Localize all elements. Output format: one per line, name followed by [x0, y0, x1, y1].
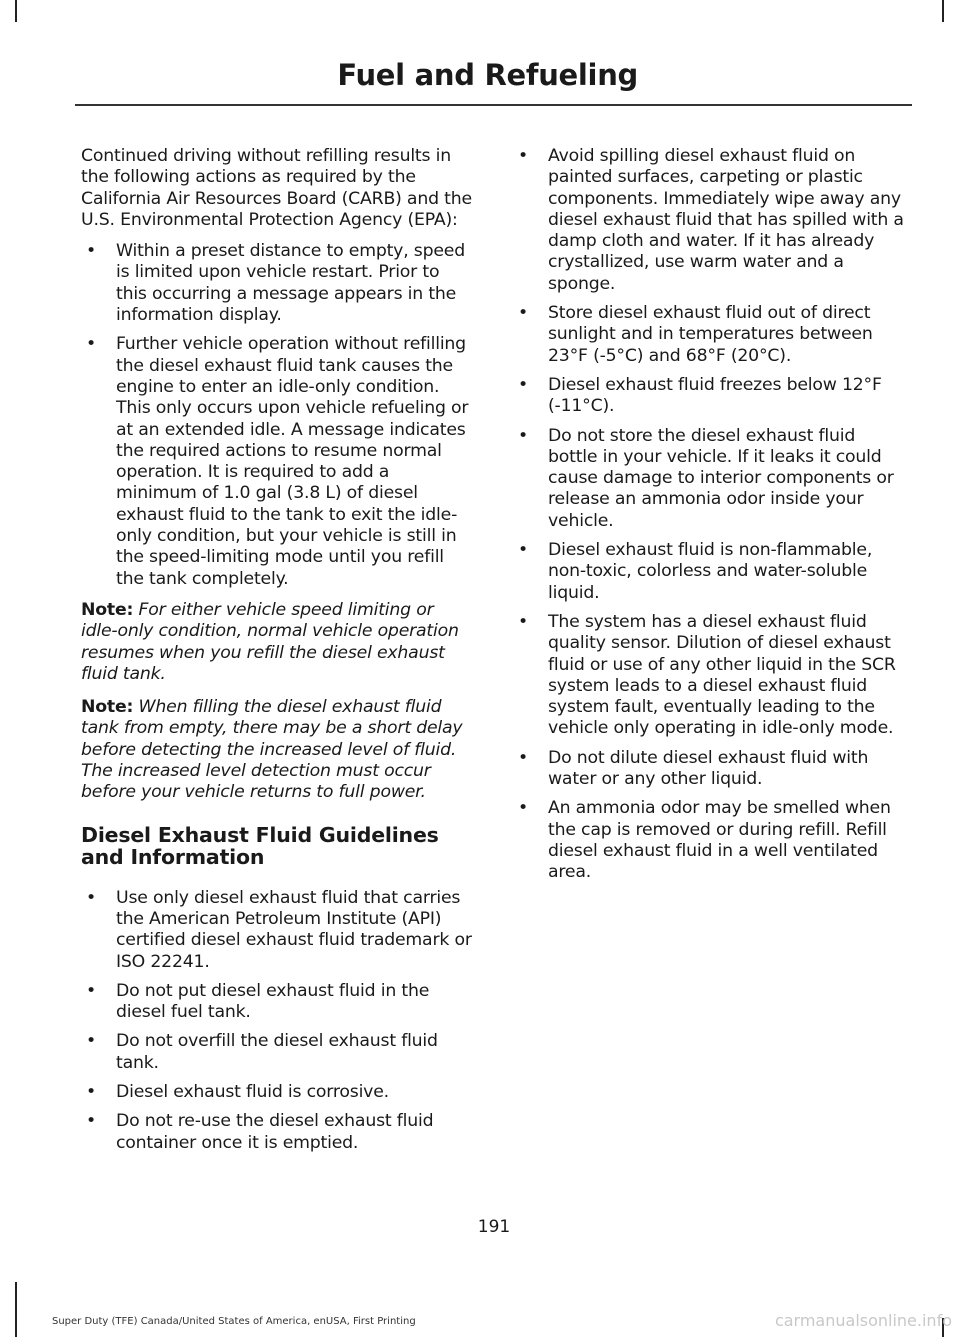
bullet-icon: • — [86, 887, 96, 908]
list-item: • Store diesel exhaust fluid out of direct sunlight and in temperatures between 23°F (-5°C) and 68°F (20°C). — [518, 303, 873, 366]
note-paragraph: Note: For either vehicle speed limiting or idle-only condition, normal vehicle operation resumes when you refill the diesel exhaust fluid tank. — [81, 599, 459, 684]
list-item: • Further vehicle operation without refilling the diesel exhaust fluid tank causes the engine to enter an idle-only condition. This only occurs upon vehicle refueling or at an extended idle. A message indicates the required actions to resume normal operation. It is required to add a minimum of 1.0 gal (3.8 L) of diesel exhaust fluid to the tank to exit the idle-only condition, but your vehicle is still in the speed-limiting mode until you refill the tank completely. — [86, 334, 469, 589]
bullet-icon: • — [518, 540, 528, 561]
bullet-icon: • — [86, 334, 96, 355]
bullet-icon: • — [86, 980, 96, 1001]
right-column — [513, 146, 907, 894]
list-item: • The system has a diesel exhaust fluid quality sensor. Dilution of diesel exhaust fluid or use of any other liquid in the SCR system leads to a diesel exhaust fluid system fault, eventually leading to the vehicle only operating in idle-only mode. — [518, 611, 896, 739]
bullet-icon: • — [518, 611, 528, 632]
guidelines-list-continued — [513, 146, 907, 884]
bullet-icon: • — [518, 798, 528, 819]
list-item: • An ammonia odor may be smelled when the cap is removed or during refill. Refill diesel exhaust fluid in a well ventilated area. — [518, 798, 891, 883]
consequence-list — [81, 241, 475, 590]
list-item: • Do not store the diesel exhaust fluid bottle in your vehicle. If it leaks it could cause damage to interior components or release an ammonia odor inside your vehicle. — [518, 425, 894, 531]
bullet-icon: • — [518, 303, 528, 324]
list-item: • Diesel exhaust fluid freezes below 12°F (-11°C). — [518, 374, 882, 417]
page-title: Fuel and Refueling — [337, 58, 638, 92]
bullet-icon: • — [86, 241, 96, 262]
intro-paragraph: Continued driving without refilling results in the following actions as required by the California Air Resources Board (CARB) and the U.S. Environmental Protection Agency (EPA): — [81, 146, 472, 230]
list-item: • Do not re-use the diesel exhaust fluid container once it is emptied. — [86, 1111, 434, 1153]
section-heading: Diesel Exhaust Fluid Guidelines and Information — [81, 822, 439, 869]
list-item: • Within a preset distance to empty, speed is limited upon vehicle restart. Prior to this occurring a message appears in the information display. — [86, 241, 465, 326]
crop-mark-top-left-v — [15, 0, 17, 22]
watermark: carmanualsonline.info — [774, 1311, 952, 1330]
bullet-icon: • — [518, 747, 528, 768]
footer-text: Super Duty (TFE) Canada/United States of America, enUSA, First Printing — [52, 1316, 416, 1327]
list-item: • Diesel exhaust fluid is non-flammable, non-toxic, colorless and water-soluble liquid. — [518, 540, 873, 603]
bullet-icon: • — [86, 1111, 96, 1132]
crop-mark-top-right-v — [942, 0, 944, 22]
list-item: • Do not put diesel exhaust fluid in the diesel fuel tank. — [86, 980, 430, 1023]
list-item: • Do not dilute diesel exhaust fluid with water or any other liquid. — [518, 747, 869, 790]
left-column — [81, 146, 475, 1164]
list-item: • Use only diesel exhaust fluid that carries the American Petroleum Institute (API) certified diesel exhaust fluid trademark or ISO 22241. — [86, 887, 472, 972]
note-label: Note: — [81, 697, 134, 718]
guidelines-list — [81, 888, 475, 1154]
list-item: • Diesel exhaust fluid is corrosive. — [86, 1081, 389, 1102]
bullet-icon: • — [518, 425, 528, 446]
bullet-icon: • — [86, 1081, 96, 1102]
note-label: Note: — [81, 599, 134, 620]
header-divider — [75, 104, 912, 106]
note-paragraph: Note: When filling the diesel exhaust fluid tank from empty, there may be a short delay before detecting the increased level of fluid. The increased level detection must occur before your vehicle returns to full power. — [81, 697, 463, 803]
list-item: • Do not overfill the diesel exhaust fluid tank. — [86, 1031, 438, 1073]
list-item: • Avoid spilling diesel exhaust fluid on painted surfaces, carpeting or plastic components. Immediately wipe away any diesel exhaust fluid that has spilled with a damp cloth and water. If it has already crystallized, use warm water and a sponge. — [518, 146, 904, 294]
bullet-icon: • — [86, 1031, 96, 1052]
crop-mark-bottom-left-v — [15, 1282, 17, 1337]
bullet-icon: • — [518, 374, 528, 395]
bullet-icon: • — [518, 146, 528, 166]
page-number: 191 — [477, 1217, 511, 1237]
